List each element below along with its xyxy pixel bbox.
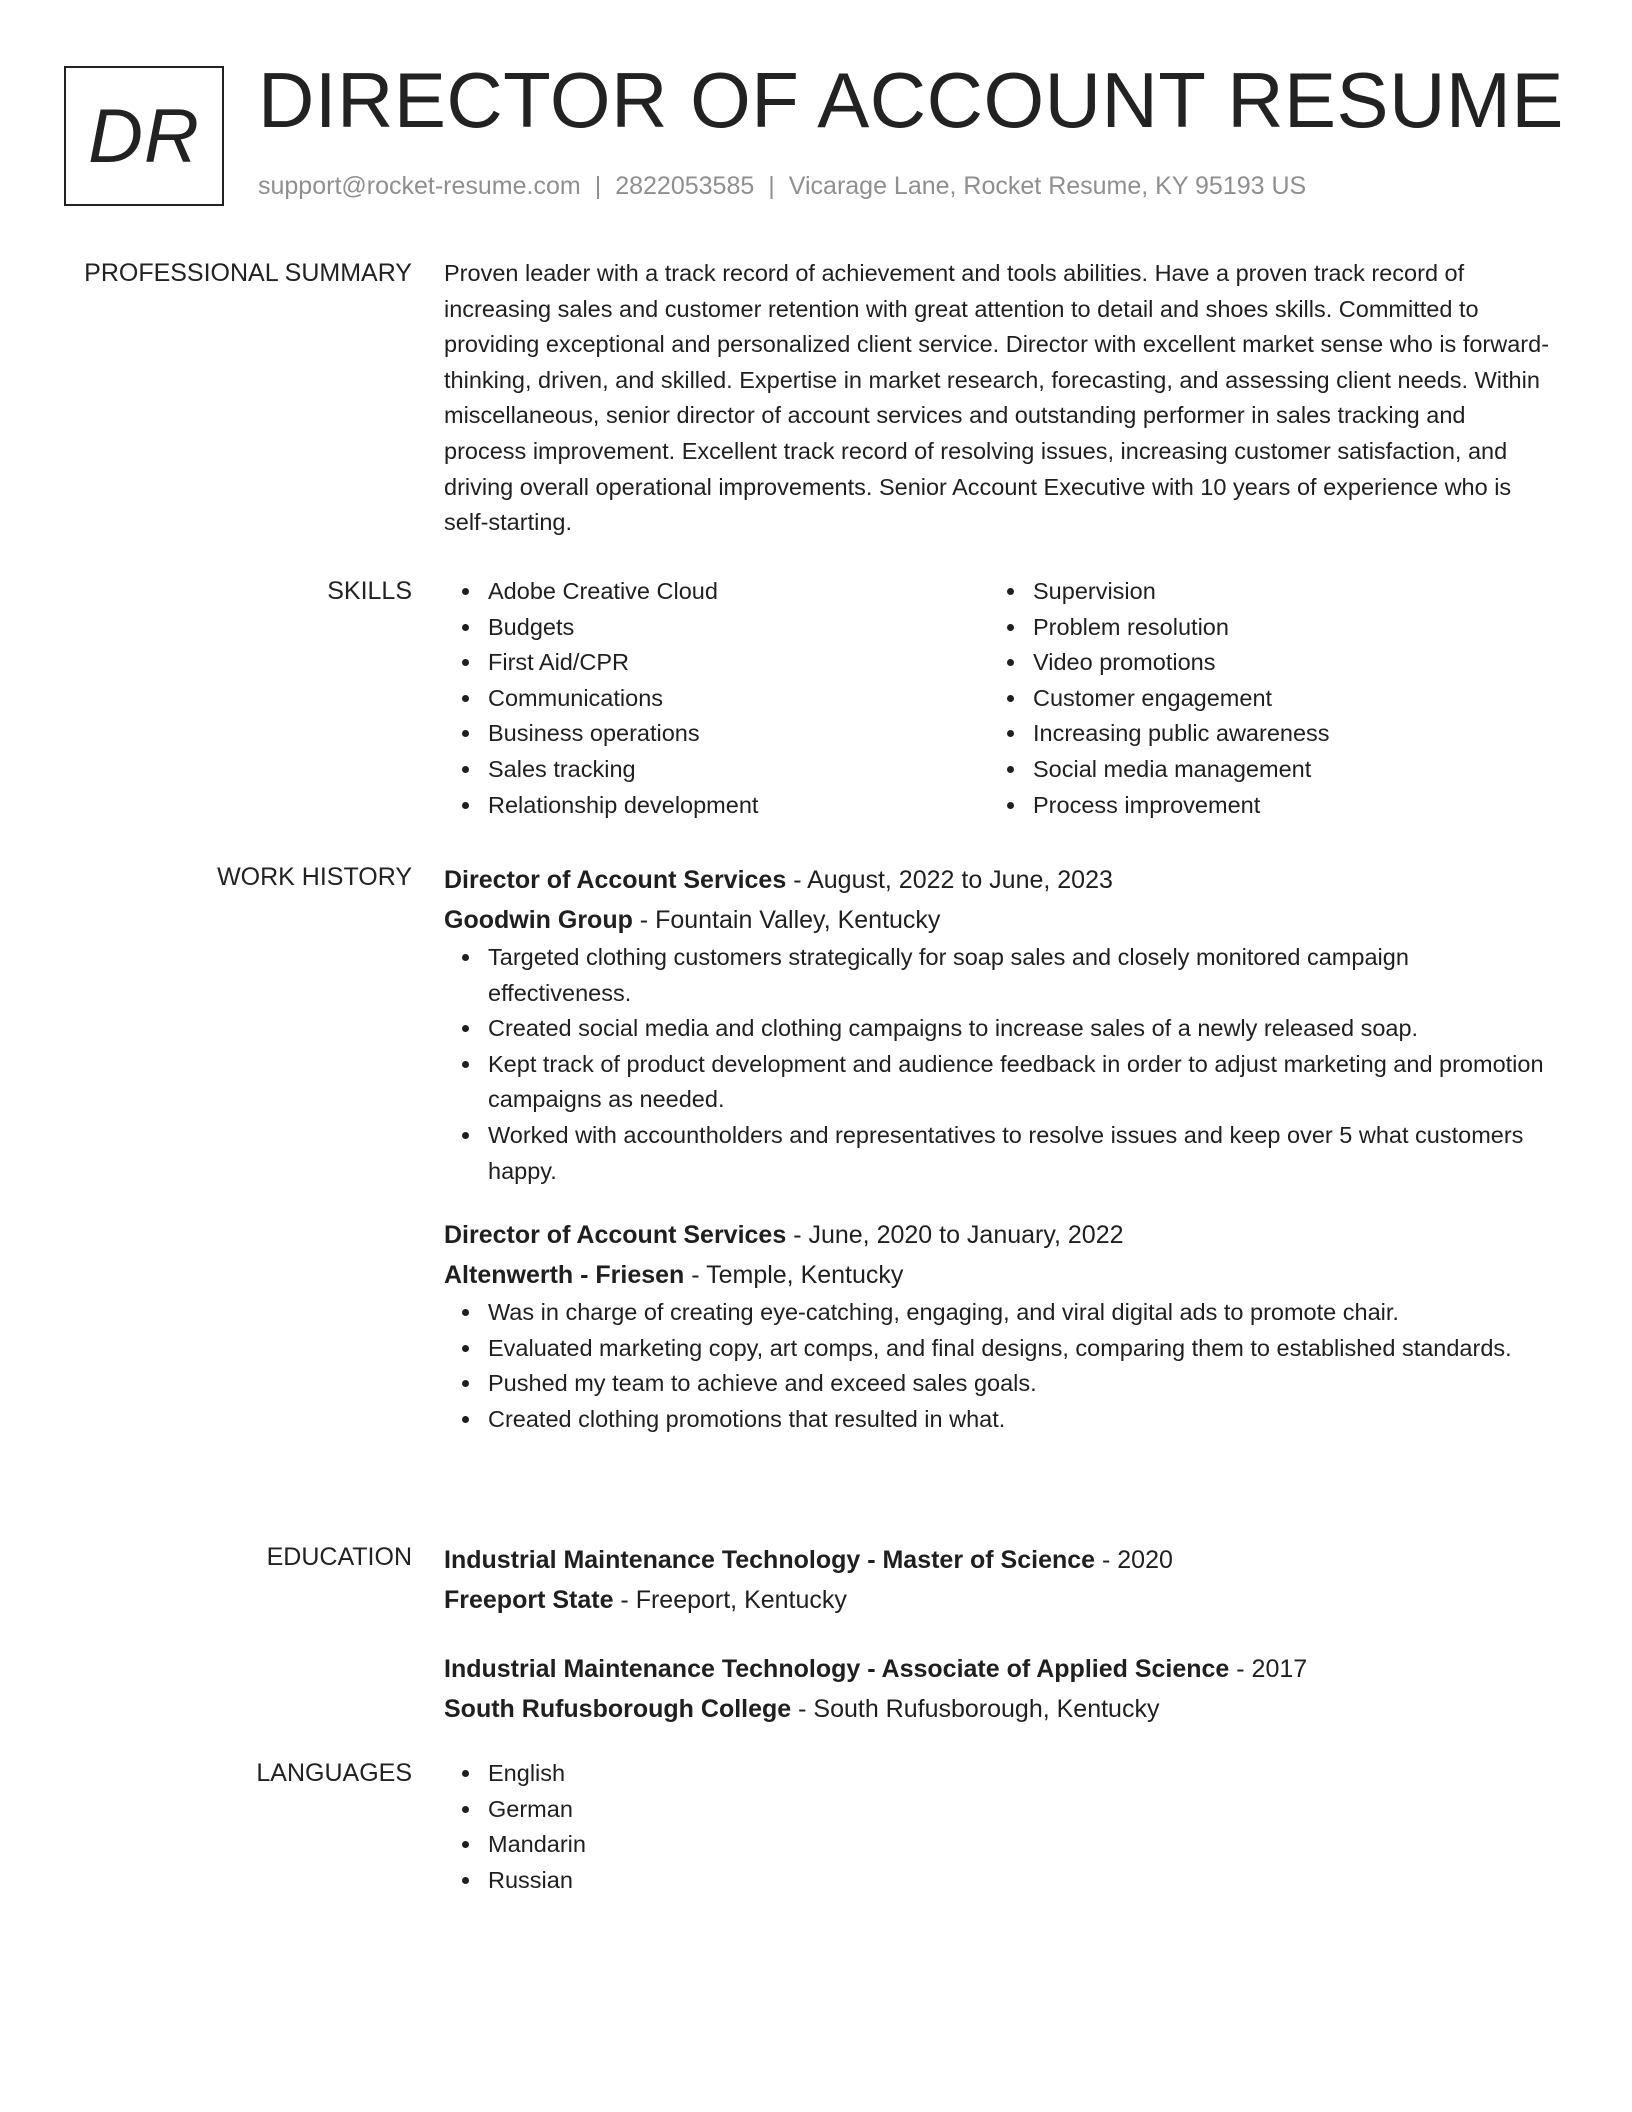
contact-separator: | [768, 172, 775, 200]
job-location: - Fountain Valley, Kentucky [632, 906, 941, 934]
job-bullet: Worked with accountholders and representatives to resolve issues and keep over 5 what customers happy. [488, 1118, 1554, 1189]
education-degree-line [444, 1649, 1554, 1689]
languages-list [444, 1756, 1554, 1898]
skill-item: Supervision [1033, 574, 1534, 610]
education-school-line [444, 1580, 1554, 1620]
skill-item: Process improvement [1033, 788, 1534, 824]
job-bullets [444, 1295, 1554, 1437]
monogram-initials: DR [88, 93, 200, 179]
monogram-badge [64, 66, 224, 206]
job-title: Director of Account Services [444, 866, 787, 894]
contact-line [258, 172, 1306, 201]
contact-separator: | [594, 172, 602, 200]
contact-address: Vicarage Lane, Rocket Resume, KY 95193 US [788, 172, 1307, 200]
skill-item: Problem resolution [1033, 610, 1534, 646]
job-bullet: Kept track of product development and audience feedback in order to adjust marketing and promotion campaigns as needed. [488, 1047, 1554, 1118]
education-location: - South Rufusborough, Kentucky [791, 1695, 1160, 1723]
skills-grid [444, 574, 1554, 823]
job-location: - Temple, Kentucky [684, 1261, 904, 1290]
summary-text: Proven leader with a track record of achievement and tools abilities. Have a proven track record of increasing sales and customer retention with great attention to detail and shoes skills. Committed to providing exceptional and personalized client service. Director with excellent market sense who is forward-thinking, driven, and skilled. Expertise in market research, forecasting, and assessing client needs. Within miscellaneous, senior director of account services and outstanding performer in sales tracking and process improvement. Excellent track record of resolving issues, increasing customer satisfaction, and driving overall operational improvements. Senior Account Executive with 10 years of experience who is self-starting. [444, 260, 1550, 536]
resume-title: DIRECTOR OF ACCOUNT RESUME [258, 56, 1564, 144]
skills-column-left [444, 574, 989, 823]
section-label-education: EDUCATION [266, 1543, 412, 1571]
skill-item: First Aid/CPR [488, 645, 989, 681]
section-label-skills: SKILLS [327, 577, 412, 605]
skill-item: Communications [488, 681, 989, 717]
section-label-summary: PROFESSIONAL SUMMARY [84, 259, 412, 287]
education-degree: Industrial Maintenance Technology - Associate of Applied Science [444, 1655, 1230, 1683]
language-item: German [488, 1792, 1554, 1828]
language-item: Mandarin [488, 1827, 1554, 1863]
job-entry [444, 860, 1554, 1189]
education-degree-line [444, 1540, 1554, 1580]
job-bullet: Created social media and clothing campaigns to increase sales of a newly released soap. [488, 1011, 1554, 1047]
education-entry [444, 1540, 1554, 1620]
job-dates: - August, 2022 to June, 2023 [786, 866, 1113, 894]
work-body [444, 860, 1554, 1438]
job-company: Goodwin Group [444, 906, 633, 934]
skill-item: Video promotions [1033, 645, 1534, 681]
education-entry [444, 1649, 1554, 1729]
skills-body [444, 574, 1554, 823]
section-label-languages: LANGUAGES [256, 1759, 412, 1787]
education-year: - 2020 [1095, 1546, 1173, 1574]
skill-item: Increasing public awareness [1033, 716, 1534, 752]
section-label-work: WORK HISTORY [217, 863, 412, 891]
job-bullet: Was in charge of creating eye-catching, engaging, and viral digital ads to promote chair. [488, 1295, 1554, 1331]
education-school: South Rufusborough College [444, 1695, 792, 1723]
skills-column-right [989, 574, 1534, 823]
language-item: Russian [488, 1863, 1554, 1899]
contact-phone: 2822053585 [615, 172, 755, 200]
job-title-line [444, 860, 1554, 900]
job-title: Director of Account Services [444, 1221, 787, 1250]
skill-item: Business operations [488, 716, 989, 752]
education-body [444, 1540, 1554, 1729]
education-year: - 2017 [1229, 1655, 1308, 1683]
skill-item: Adobe Creative Cloud [488, 574, 989, 610]
job-dates: - June, 2020 to January, 2022 [786, 1221, 1124, 1250]
job-bullets [444, 940, 1554, 1189]
contact-email: support@rocket-resume.com [258, 172, 581, 200]
skill-item: Social media management [1033, 752, 1534, 788]
job-bullet: Pushed my team to achieve and exceed sales goals. [488, 1366, 1554, 1402]
skill-item: Sales tracking [488, 752, 989, 788]
skill-item: Relationship development [488, 788, 989, 824]
job-company-line [444, 900, 1554, 940]
skill-item: Customer engagement [1033, 681, 1534, 717]
education-school-line [444, 1689, 1554, 1729]
education-location: - Freeport, Kentucky [613, 1586, 847, 1614]
language-item: English [488, 1756, 1554, 1792]
job-title-line [444, 1215, 1554, 1255]
job-bullet: Targeted clothing customers strategically for soap sales and closely monitored campaign effectiveness. [488, 940, 1554, 1011]
skill-item: Budgets [488, 610, 989, 646]
job-entry [444, 1215, 1554, 1437]
education-degree: Industrial Maintenance Technology - Master of Science [444, 1546, 1096, 1574]
job-company-line [444, 1255, 1554, 1295]
education-school: Freeport State [444, 1586, 614, 1614]
job-company: Altenwerth - Friesen [444, 1261, 685, 1290]
languages-body [444, 1756, 1554, 1898]
job-bullet: Evaluated marketing copy, art comps, and final designs, comparing them to established standards. [488, 1331, 1554, 1367]
job-bullet: Created clothing promotions that resulted in what. [488, 1402, 1554, 1438]
